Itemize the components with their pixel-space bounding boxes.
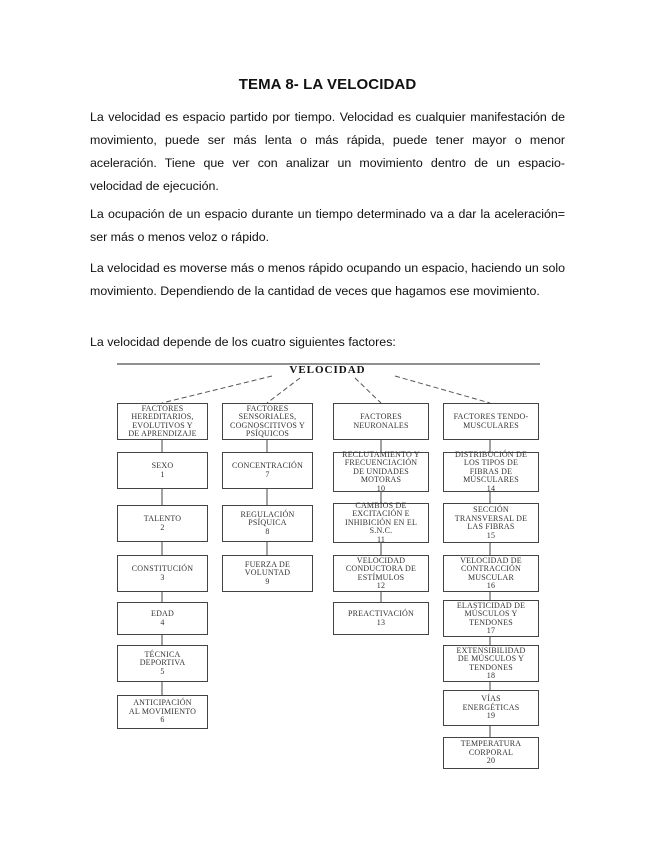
header-neural-factors: FACTORES NEURONALES xyxy=(333,403,429,440)
factor-box-4 xyxy=(117,602,208,635)
paragraph-acceleration: La ocupación de un espacio durante un tiempo determinado va a dar la aceleración= ser más o menos veloz o rápido. xyxy=(90,207,565,244)
factor-number: 5 xyxy=(160,666,165,676)
factor-label: DISTRIBUCIÓN DE LOS TIPOS DE FIBRAS DE MÚSCULARES xyxy=(454,449,528,485)
factor-number: 14 xyxy=(486,483,496,493)
factor-box-6 xyxy=(117,695,208,729)
factor-label: RECLUTAMIENTO Y FRECUENCIACIÓN DE UNIDADES MOTORAS xyxy=(342,449,420,485)
factor-label: CAMBIOS DE EXCITACIÓN E INHIBICIÓN EN EL S.N.C. xyxy=(344,500,418,536)
factor-box-18 xyxy=(443,645,539,682)
factor-box-1 xyxy=(117,452,208,489)
factor-box-19 xyxy=(443,690,539,726)
factor-number: 7 xyxy=(265,469,270,479)
factor-box-13 xyxy=(333,602,429,635)
factor-label: VÍAS ENERGÉTICAS xyxy=(462,694,520,712)
factor-label: ELASTICIDAD DE MÚSCULOS Y TENDONES xyxy=(456,600,526,627)
factor-box-14 xyxy=(443,449,539,493)
paragraph-factors-intro: La velocidad depende de los cuatro siguientes factores: xyxy=(90,335,396,349)
factor-number: 4 xyxy=(160,617,165,627)
factor-label: EXTENSIBILIDAD DE MÚSCULOS Y TENDONES xyxy=(456,645,526,672)
factor-box-3 xyxy=(117,555,208,592)
header-tendomuscular-factors: FACTORES TENDO- MUSCULARES xyxy=(443,403,539,440)
connector-root-col1 xyxy=(162,376,272,403)
factor-number: 8 xyxy=(265,526,270,536)
factor-box-12 xyxy=(333,555,429,592)
factor-label: FUERZA DE VOLUNTAD xyxy=(244,559,291,578)
factor-number: 1 xyxy=(160,469,165,479)
factor-label: REGULACIÓN PSÍQUICA xyxy=(240,509,295,528)
factor-number: 12 xyxy=(376,581,386,590)
factor-number: 10 xyxy=(376,483,386,493)
factor-number: 16 xyxy=(486,581,496,590)
factor-number: 17 xyxy=(486,626,496,635)
factor-label: TALENTO xyxy=(143,514,182,523)
factor-box-8 xyxy=(222,505,313,542)
header-sensory-factors: FACTORES SENSORIALES, COGNOSCITIVOS Y PSÍQUICOS xyxy=(222,403,313,440)
factor-label: CONCENTRACIÓN xyxy=(231,461,304,470)
factor-box-16 xyxy=(443,555,539,592)
diagram-root-label: VELOCIDAD xyxy=(289,364,366,376)
factor-number: 9 xyxy=(265,576,270,586)
factor-label: PREACTIVACIÓN xyxy=(347,609,414,618)
factor-number: 3 xyxy=(160,572,165,582)
factor-box-10 xyxy=(333,449,429,493)
factor-label: SECCIÓN TRANSVERSAL DE LAS FIBRAS xyxy=(454,505,528,531)
factor-box-9 xyxy=(222,555,313,592)
header-hereditary-factors: FACTORES HEREDITARIOS, EVOLUTIVOS Y DE APRENDIZAJE xyxy=(117,403,208,440)
factor-number: 13 xyxy=(376,617,386,627)
factor-label: CONSTITUCIÓN xyxy=(131,564,194,573)
factor-box-2 xyxy=(117,505,208,542)
factor-number: 2 xyxy=(160,522,165,532)
factor-label: TÉCNICA DEPORTIVA xyxy=(139,649,186,668)
factor-box-15 xyxy=(443,503,539,543)
factor-label: SEXO xyxy=(151,461,174,470)
factor-number: 6 xyxy=(160,715,165,725)
page-title: TEMA 8- LA VELOCIDAD xyxy=(238,76,417,93)
connector-root-col2 xyxy=(267,378,300,403)
factor-box-5 xyxy=(117,645,208,682)
connector-root-col3 xyxy=(355,378,381,403)
paragraph-definition: La velocidad es espacio partido por tiempo. Velocidad es cualquier manifestación de movimiento, puede ser más lenta o más rápida, puede tener mayor o menor aceleración. Tiene que ver con analizar un movimiento dentro de un espacio-velocidad de ejecución. xyxy=(90,110,565,193)
factor-label: EDAD xyxy=(150,609,175,618)
factor-label: TEMPERATURA CORPORAL xyxy=(460,739,522,757)
factor-box-17 xyxy=(443,600,539,637)
factor-box-11 xyxy=(333,500,429,544)
factor-number: 18 xyxy=(486,671,496,680)
factor-number: 11 xyxy=(376,534,386,544)
factor-number: 19 xyxy=(486,711,496,721)
factor-label: VELOCIDAD CONDUCTORA DE ESTÍMULOS xyxy=(345,555,417,582)
factor-box-7 xyxy=(222,452,313,489)
factor-number: 20 xyxy=(486,756,496,766)
factor-label: ANTICIPACIÓN AL MOVIMIENTO xyxy=(128,698,197,716)
factor-box-20 xyxy=(443,737,539,769)
factor-label: VELOCIDAD DE CONTRACCIÓN MUSCULAR xyxy=(460,555,522,582)
factor-number: 15 xyxy=(486,530,496,540)
connector-root-col4 xyxy=(395,376,490,403)
paragraph-movement: La velocidad es moverse más o menos rápido ocupando un espacio, haciendo un solo movimiento. Dependiendo de la cantidad de veces que hagamos ese movimiento. xyxy=(90,261,565,298)
